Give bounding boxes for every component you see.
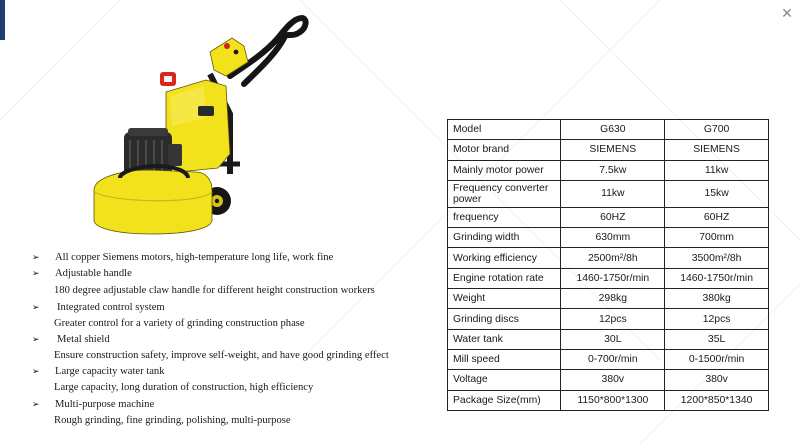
arrowhead-bullet-icon: ➢	[32, 268, 40, 278]
table-row	[448, 370, 769, 390]
g700-value: 60HZ	[665, 207, 769, 227]
feature-title: Metal shield	[57, 334, 110, 345]
table-row	[448, 140, 769, 160]
row-label: Frequency converter power	[448, 180, 561, 207]
table-row	[448, 309, 769, 329]
g700-value: 15kw	[665, 180, 769, 207]
row-label: Grinding discs	[448, 309, 561, 329]
g630-value: 630mm	[561, 228, 665, 248]
g630-value: 2500m²/8h	[561, 248, 665, 268]
row-label: Grinding width	[448, 228, 561, 248]
g700-value: 0-1500r/min	[665, 349, 769, 369]
feature-title: Large capacity water tank	[55, 366, 165, 377]
g630-value: 380v	[561, 370, 665, 390]
row-label: Model	[448, 120, 561, 140]
row-label: Package Size(mm)	[448, 390, 561, 410]
table-row	[448, 329, 769, 349]
row-label: Working efficiency	[448, 248, 561, 268]
table-row	[448, 390, 769, 410]
table-row	[448, 120, 769, 140]
table-row	[448, 289, 769, 309]
g630-value: SIEMENS	[561, 140, 665, 160]
table-row	[448, 228, 769, 248]
row-label: Weight	[448, 289, 561, 309]
g700-value: 380kg	[665, 289, 769, 309]
row-label: Mainly motor power	[448, 160, 561, 180]
g630-value: 12pcs	[561, 309, 665, 329]
g630-value: 0-700r/min	[561, 349, 665, 369]
floor-grinder-illustration	[80, 14, 310, 236]
table-row	[448, 180, 769, 207]
row-label: Water tank	[448, 329, 561, 349]
table-row	[448, 207, 769, 227]
g700-value: 380v	[665, 370, 769, 390]
g700-value: 3500m²/8h	[665, 248, 769, 268]
g700-value: 11kw	[665, 160, 769, 180]
g630-value: 1460-1750r/min	[561, 268, 665, 288]
g630-value: 60HZ	[561, 207, 665, 227]
g700-value: 12pcs	[665, 309, 769, 329]
floor-grinder-image	[80, 14, 310, 236]
row-label: Motor brand	[448, 140, 561, 160]
feature-title: Adjustable handle	[55, 268, 132, 279]
table-row	[448, 349, 769, 369]
table-row	[448, 248, 769, 268]
g700-value: 35L	[665, 329, 769, 349]
arrowhead-bullet-icon: ➢	[32, 302, 40, 312]
g630-value: 1150*800*1300	[561, 390, 665, 410]
g700-value: 700mm	[665, 228, 769, 248]
feature-title: All copper Siemens motors, high-temperature long life, work fine	[55, 252, 334, 263]
arrowhead-bullet-icon: ➢	[32, 366, 40, 376]
specification-table	[447, 119, 769, 411]
g630-value: 298kg	[561, 289, 665, 309]
row-label: frequency	[448, 207, 561, 227]
accent-bar	[0, 0, 5, 40]
table-row	[448, 268, 769, 288]
table-row	[448, 160, 769, 180]
close-icon[interactable]: ✕	[781, 5, 793, 21]
g700-value: 1200*850*1340	[665, 390, 769, 410]
g630-value: 7.5kw	[561, 160, 665, 180]
arrowhead-bullet-icon: ➢	[32, 252, 40, 262]
g630-value: G630	[561, 120, 665, 140]
g700-value: 1460-1750r/min	[665, 268, 769, 288]
g700-value: SIEMENS	[665, 140, 769, 160]
arrowhead-bullet-icon: ➢	[32, 399, 40, 409]
row-label: Voltage	[448, 370, 561, 390]
g700-value: G700	[665, 120, 769, 140]
g630-value: 11kw	[561, 180, 665, 207]
arrowhead-bullet-icon: ➢	[32, 334, 40, 344]
row-label: Mill speed	[448, 349, 561, 369]
feature-title: Integrated control system	[57, 302, 165, 313]
feature-title: Multi-purpose machine	[55, 399, 155, 410]
g630-value: 30L	[561, 329, 665, 349]
row-label: Engine rotation rate	[448, 268, 561, 288]
